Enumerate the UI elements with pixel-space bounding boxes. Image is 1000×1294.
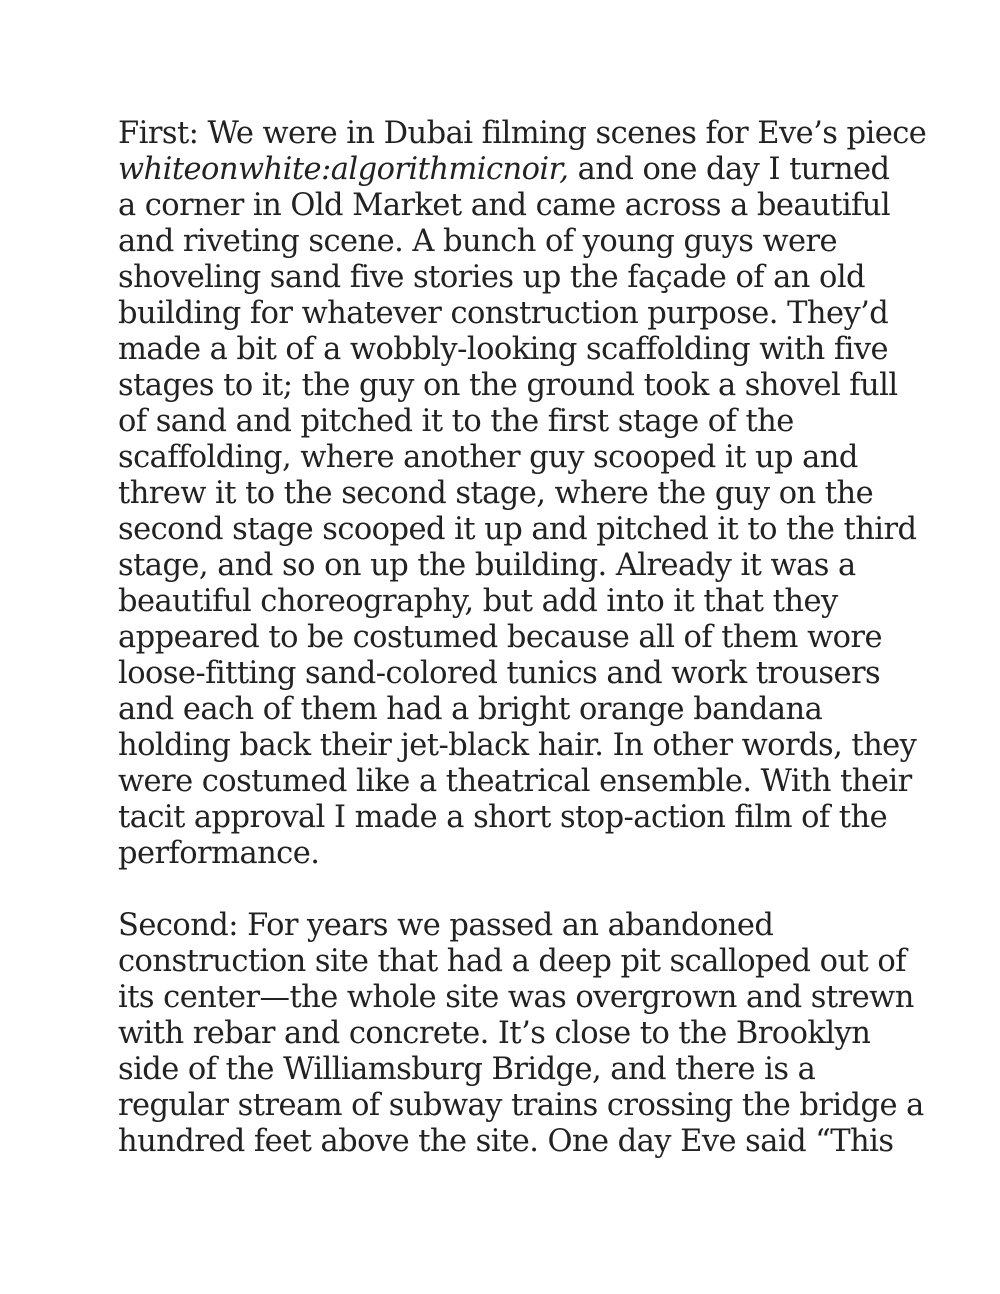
text-line: First: We were in Dubai filming scenes for Eve’s piece <box>118 116 927 151</box>
text-line: appeared to be costumed because all of them wore <box>118 620 882 655</box>
text-line: construction site that had a deep pit scalloped out of <box>118 944 906 979</box>
text-line: its center—the whole site was overgrown and strewn <box>118 980 914 1015</box>
text-line <box>118 152 908 188</box>
text-line-continuation: and one day I turned <box>577 152 890 187</box>
italic-work-title: whiteonwhite:algorithmicnoir, <box>118 152 569 187</box>
text-line: made a bit of a wobbly-looking scaffolding with five <box>118 332 889 367</box>
text-line: stage, and so on up the building. Already it was a <box>118 548 856 583</box>
text-line: tacit approval I made a short stop-action film of the <box>118 800 888 835</box>
text-line: second stage scooped it up and pitched it to the third <box>118 512 917 547</box>
text-line: beautiful choreography, but add into it that they <box>118 584 838 619</box>
document-page <box>118 116 927 1160</box>
text-line: regular stream of subway trains crossing the bridge a <box>118 1088 924 1123</box>
text-line: building for whatever construction purpose. They’d <box>118 296 889 331</box>
text-line: scaffolding, where another guy scooped it up and <box>118 440 858 475</box>
text-line: shoveling sand five stories up the façade of an old <box>118 260 866 295</box>
paragraph-spacer <box>118 872 908 908</box>
text-line: and each of them had a bright orange bandana <box>118 692 823 727</box>
text-line: holding back their jet-black hair. In other words, they <box>118 728 917 763</box>
text-line: with rebar and concrete. It’s close to the Brooklyn <box>118 1016 871 1051</box>
paragraph-second <box>118 908 924 1160</box>
text-line: side of the Williamsburg Bridge, and there is a <box>118 1052 816 1087</box>
text-line: of sand and pitched it to the first stage of the <box>118 404 794 439</box>
text-line: were costumed like a theatrical ensemble. With their <box>118 764 912 799</box>
text-line: threw it to the second stage, where the guy on the <box>118 476 874 511</box>
text-line: hundred feet above the site. One day Eve said “This <box>118 1124 894 1159</box>
text-line: a corner in Old Market and came across a beautiful <box>118 188 891 223</box>
paragraph-first <box>118 116 927 872</box>
text-line: Second: For years we passed an abandoned <box>118 908 774 943</box>
text-line: performance. <box>118 836 320 871</box>
text-line: and riveting scene. A bunch of young guys were <box>118 224 838 259</box>
text-line: stages to it; the guy on the ground took a shovel full <box>118 368 898 403</box>
text-line: loose-fitting sand-colored tunics and work trousers <box>118 656 881 691</box>
